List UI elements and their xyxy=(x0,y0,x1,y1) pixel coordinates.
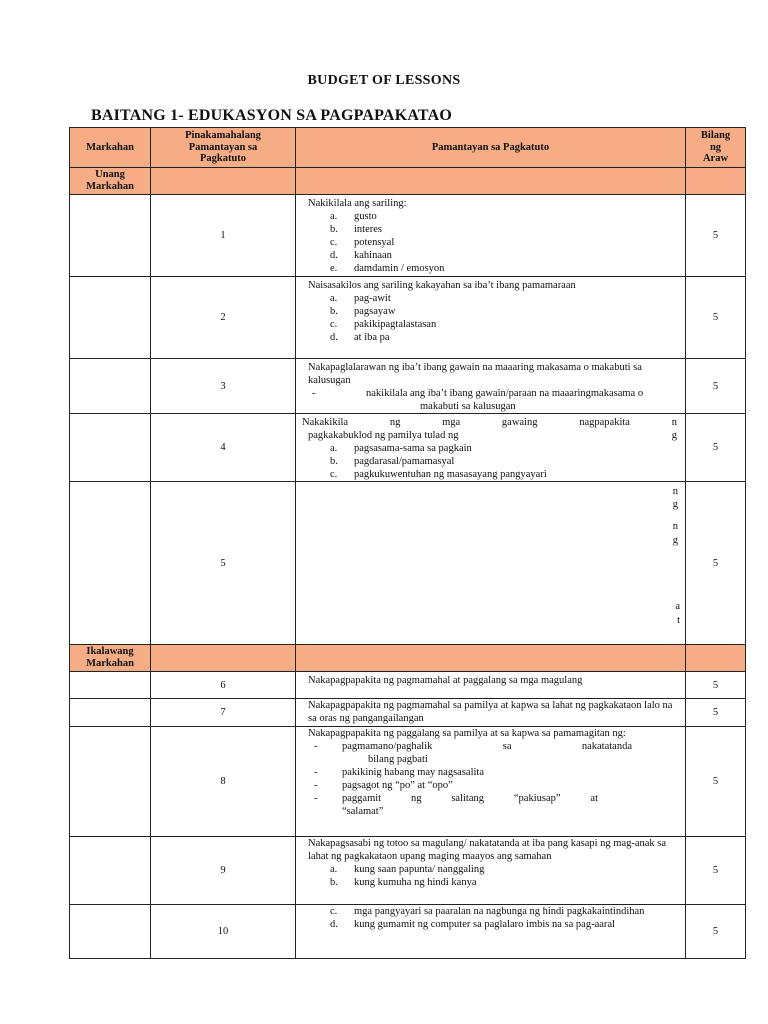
days-count: 5 xyxy=(686,195,746,277)
lesson-number: 6 xyxy=(151,672,296,699)
table-row xyxy=(70,699,746,727)
header-pinakamahalang: Pinakamahalang Pamantayan sa Pagkatuto xyxy=(151,128,296,168)
list-item: a. pag-awit xyxy=(330,293,391,304)
list-item: d. kahinaan xyxy=(330,250,392,261)
lesson-number: 5 xyxy=(151,482,296,645)
list-item: a. pagsasama-sama sa pagkain xyxy=(330,443,472,454)
dash-item-continuation: “salamat” xyxy=(342,806,384,817)
learning-standard xyxy=(296,727,686,837)
dash-item-continuation: bilang pagbati xyxy=(368,754,428,765)
header-pamantayan: Pamantayan sa Pagkatuto xyxy=(296,128,686,168)
standard-text-line2: pagkakabuklod ng pamilya tulad ng g xyxy=(308,430,677,441)
days-count: 5 xyxy=(686,277,746,359)
lesson-number: 4 xyxy=(151,414,296,482)
standard-text: Nakapaglalarawan ng iba’t ibang gawain na maaaring makasama o makabuti sa kalusugan xyxy=(308,362,642,386)
standard-text-justified: Nakakikila ng mga gawaing nagpapakita n xyxy=(302,417,677,428)
header-bilang-ng-araw: Bilang ng Araw xyxy=(686,128,746,168)
days-count: 5 xyxy=(686,414,746,482)
days-count: 5 xyxy=(686,905,746,959)
list-item: a. kung saan papunta/ nanggaling xyxy=(330,864,485,875)
table-row xyxy=(70,277,746,359)
learning-standard xyxy=(296,414,686,482)
section-row-unang-markahan xyxy=(70,168,746,195)
days-count: 5 xyxy=(686,359,746,414)
days-count: 5 xyxy=(686,672,746,699)
days-count: 5 xyxy=(686,699,746,727)
table-row xyxy=(70,672,746,699)
dash-item-continuation: makabuti sa kalusugan xyxy=(420,401,516,412)
table-row xyxy=(70,359,746,414)
list-item: b. pagsayaw xyxy=(330,306,396,317)
document-subtitle: BAITANG 1- EDUKASYON SA PAGPAPAKATAO xyxy=(91,107,452,124)
list-item: c. pagkukuwentuhan ng masasayang pangyayari xyxy=(330,469,547,480)
standard-text: Nakikilala ang sariling: xyxy=(308,198,407,209)
table-row xyxy=(70,482,746,645)
days-count: 5 xyxy=(686,482,746,645)
section-row-ikalawang-markahan xyxy=(70,645,746,672)
standard-text: Nakapagpapakita ng pagmamahal at paggalang sa mga magulang xyxy=(308,675,583,686)
dash-item: - pagmamano/paghalik sa nakatatanda xyxy=(314,741,632,752)
dash-item: - paggamit ng salitang “pakiusap” at xyxy=(314,793,598,804)
standard-text: Nakapagpapakita ng paggalang sa pamilya at sa kapwa sa pamamagitan ng: xyxy=(308,728,626,739)
section-label: Unang Markahan xyxy=(70,168,151,195)
list-item: c. pakikipagtalastasan xyxy=(330,319,437,330)
stray-letters: n g n g a t xyxy=(672,486,680,626)
learning-standard xyxy=(296,359,686,414)
table-row xyxy=(70,905,746,959)
standard-text: Nakapagpapakita ng pagmamahal sa pamilya at kapwa sa lahat ng pagkakataon lalo na sa oras ng pangangailangan xyxy=(308,700,673,724)
table-row xyxy=(70,727,746,837)
lesson-number: 10 xyxy=(151,905,296,959)
budget-table xyxy=(69,127,746,959)
lesson-number: 9 xyxy=(151,837,296,905)
table-row xyxy=(70,837,746,905)
list-item: b. kung kumuha ng hindi kanya xyxy=(330,877,477,888)
standard-text: Nakapagsasabi ng totoo sa magulang/ nakatatanda at iba pang kasapi ng mag-anak sa lahat ng pagkakataon upang maging maayos ang samahan xyxy=(308,838,667,862)
table-row xyxy=(70,195,746,277)
learning-standard xyxy=(296,905,686,959)
dash-item: - nakikilala ang iba’t ibang gawain/paraan na maaaringmakasama o xyxy=(312,388,644,399)
list-item: a. gusto xyxy=(330,211,377,222)
lesson-number: 2 xyxy=(151,277,296,359)
days-count: 5 xyxy=(686,727,746,837)
list-item: c. potensyal xyxy=(330,237,395,248)
table-header-row xyxy=(70,128,746,168)
learning-standard xyxy=(296,195,686,277)
section-label: Ikalawang Markahan xyxy=(70,645,151,672)
learning-standard xyxy=(296,837,686,905)
learning-standard xyxy=(296,699,686,727)
list-item: d. kung gumamit ng computer sa paglalaro imbis na sa pag-aaral xyxy=(330,919,615,930)
dash-item: - pagsagot ng “po” at “opo” xyxy=(314,780,453,791)
header-markahan: Markahan xyxy=(70,128,151,168)
learning-standard xyxy=(296,672,686,699)
lesson-number: 3 xyxy=(151,359,296,414)
document-title: BUDGET OF LESSONS xyxy=(307,73,461,88)
learning-standard xyxy=(296,482,686,645)
list-item: d. at iba pa xyxy=(330,332,390,343)
list-item: e. damdamin / emosyon xyxy=(330,263,445,274)
lesson-number: 8 xyxy=(151,727,296,837)
dash-item: - pakikinig habang may nagsasalita xyxy=(314,767,485,778)
table-row xyxy=(70,414,746,482)
list-item: b. pagdarasal/pamamasyal xyxy=(330,456,455,467)
learning-standard xyxy=(296,277,686,359)
days-count: 5 xyxy=(686,837,746,905)
list-item: b. interes xyxy=(330,224,382,235)
lesson-number: 7 xyxy=(151,699,296,727)
list-item: c. mga pangyayari sa paaralan na nagbunga ng hindi pagkakaintindihan xyxy=(330,906,645,917)
lesson-number: 1 xyxy=(151,195,296,277)
standard-text: Naisasakilos ang sariling kakayahan sa iba’t ibang pamamaraan xyxy=(308,280,576,291)
